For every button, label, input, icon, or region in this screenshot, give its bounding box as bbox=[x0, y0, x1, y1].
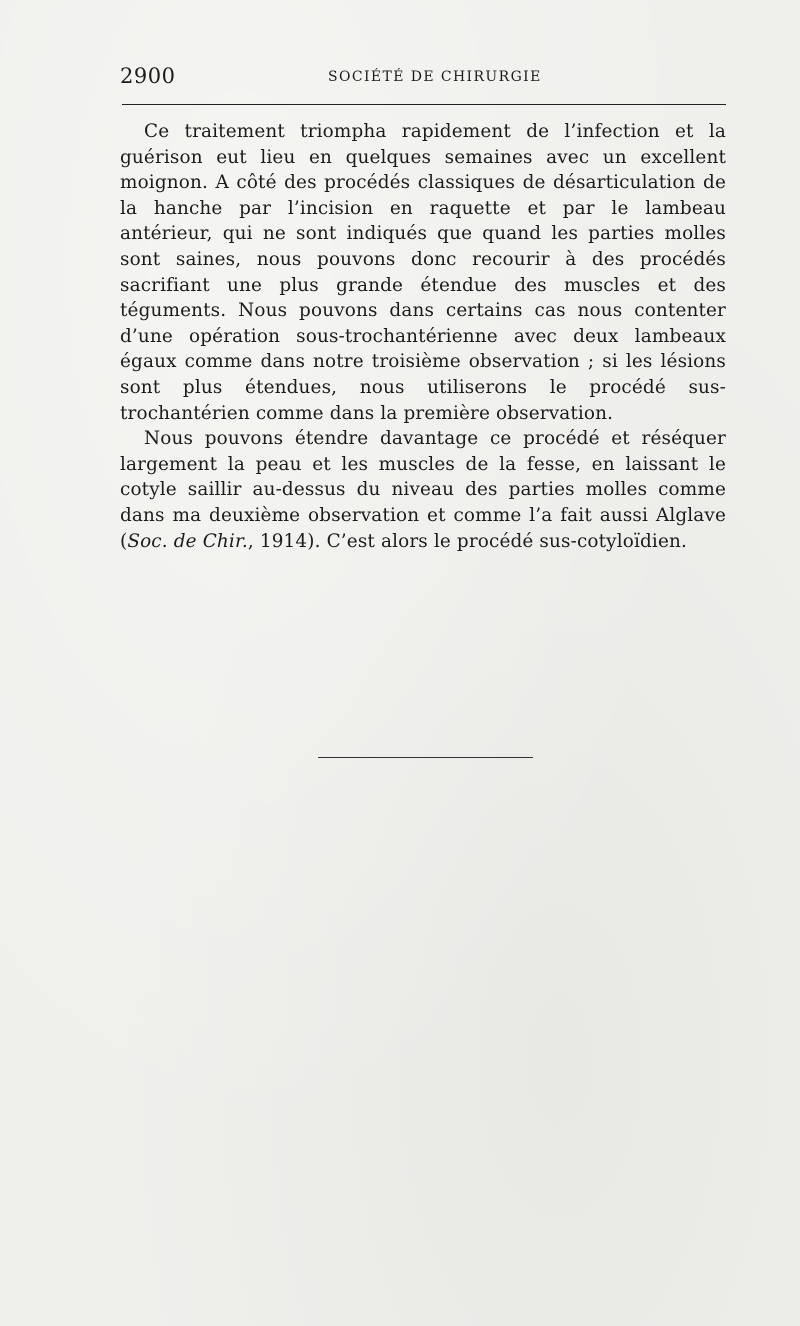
end-rule bbox=[318, 757, 533, 758]
page-number: 2900 bbox=[120, 64, 176, 88]
header-rule bbox=[122, 104, 726, 105]
paragraph-2 bbox=[120, 426, 726, 554]
paragraph-2-end: ). C’est alors le procédé sus-cotyloïdien. bbox=[307, 530, 687, 552]
citation-journal: Soc. de Chir. bbox=[127, 530, 248, 552]
running-head bbox=[120, 64, 725, 94]
citation-year: , 1914 bbox=[247, 530, 308, 552]
body-text bbox=[120, 119, 726, 554]
running-title: SOCIÉTÉ DE CHIRURGIE bbox=[328, 69, 542, 85]
paragraph-1: Ce traitement triompha rapidement de l’infection et la guérison eut lieu en quelques semaines avec un excellent moignon. A côté des procédés classiques de désarticulation de la hanche par l’incision en raquette et par le lambeau antérieur, qui ne sont indiqués que quand les parties molles sont saines, nous pouvons donc recourir à des procédés sacrifiant une plus grande étendue des muscles et des téguments. Nous pouvons dans certains cas nous contenter d’une opération sous-trochantérienne avec deux lambeaux égaux comme dans notre troisième observation ; si les lésions sont plus étendues, nous utiliserons le procédé sus-trochantérien comme dans la première observation. bbox=[120, 121, 726, 424]
paragraph-2-text: Nous pouvons étendre davantage ce procédé et réséquer largement la peau et les muscles de la fesse, en laissant le cotyle saillir au-dessus du niveau des parties molles comme dans ma deuxième observation et comme l’a fait aussi Alglave ( bbox=[120, 428, 726, 552]
